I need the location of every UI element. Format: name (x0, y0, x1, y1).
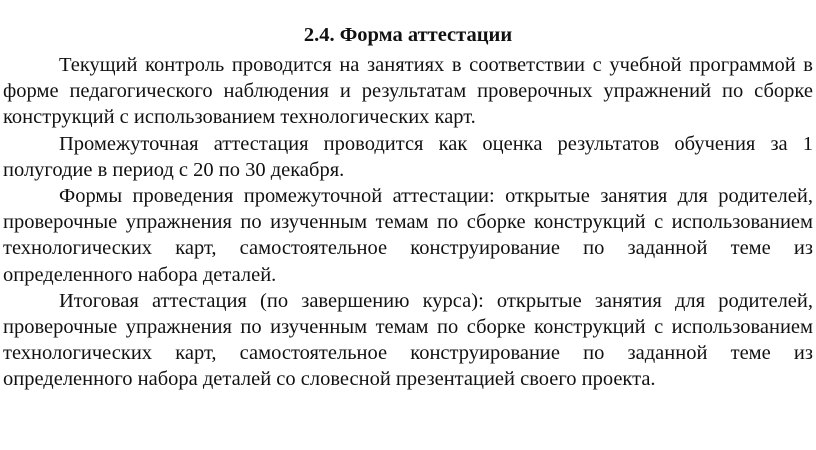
paragraph-final-assessment: Итоговая аттестация (по завершению курса): открытые занятия для родителей, проверочные упражнения по изученным темам по сборке конструкций с использованием технологических карт, самостоятельное конструирование по заданной теме из определенного набора деталей со словесной презентацией своего проекта. (3, 289, 813, 391)
paragraph-current-control: Текущий контроль проводится на занятиях в соответствии с учебной программой в форме педагогического наблюдения и результатам проверочных упражнений по сборке конструкций с использованием технологических карт. (3, 54, 813, 129)
section-heading: 2.4. Форма аттестации (303, 24, 513, 46)
paragraph-intermediate-assessment: Промежуточная аттестация проводится как оценка результатов обучения за 1 полугодие в период с 20 по 30 декабря. (3, 132, 813, 181)
paragraph-intermediate-forms: Формы проведения промежуточной аттестации: открытые занятия для родителей, проверочные упражнения по изученным темам по сборке конструкций с использованием технологических карт, самостоятельное конструирование по заданной теме из определенного набора деталей. (3, 185, 813, 286)
